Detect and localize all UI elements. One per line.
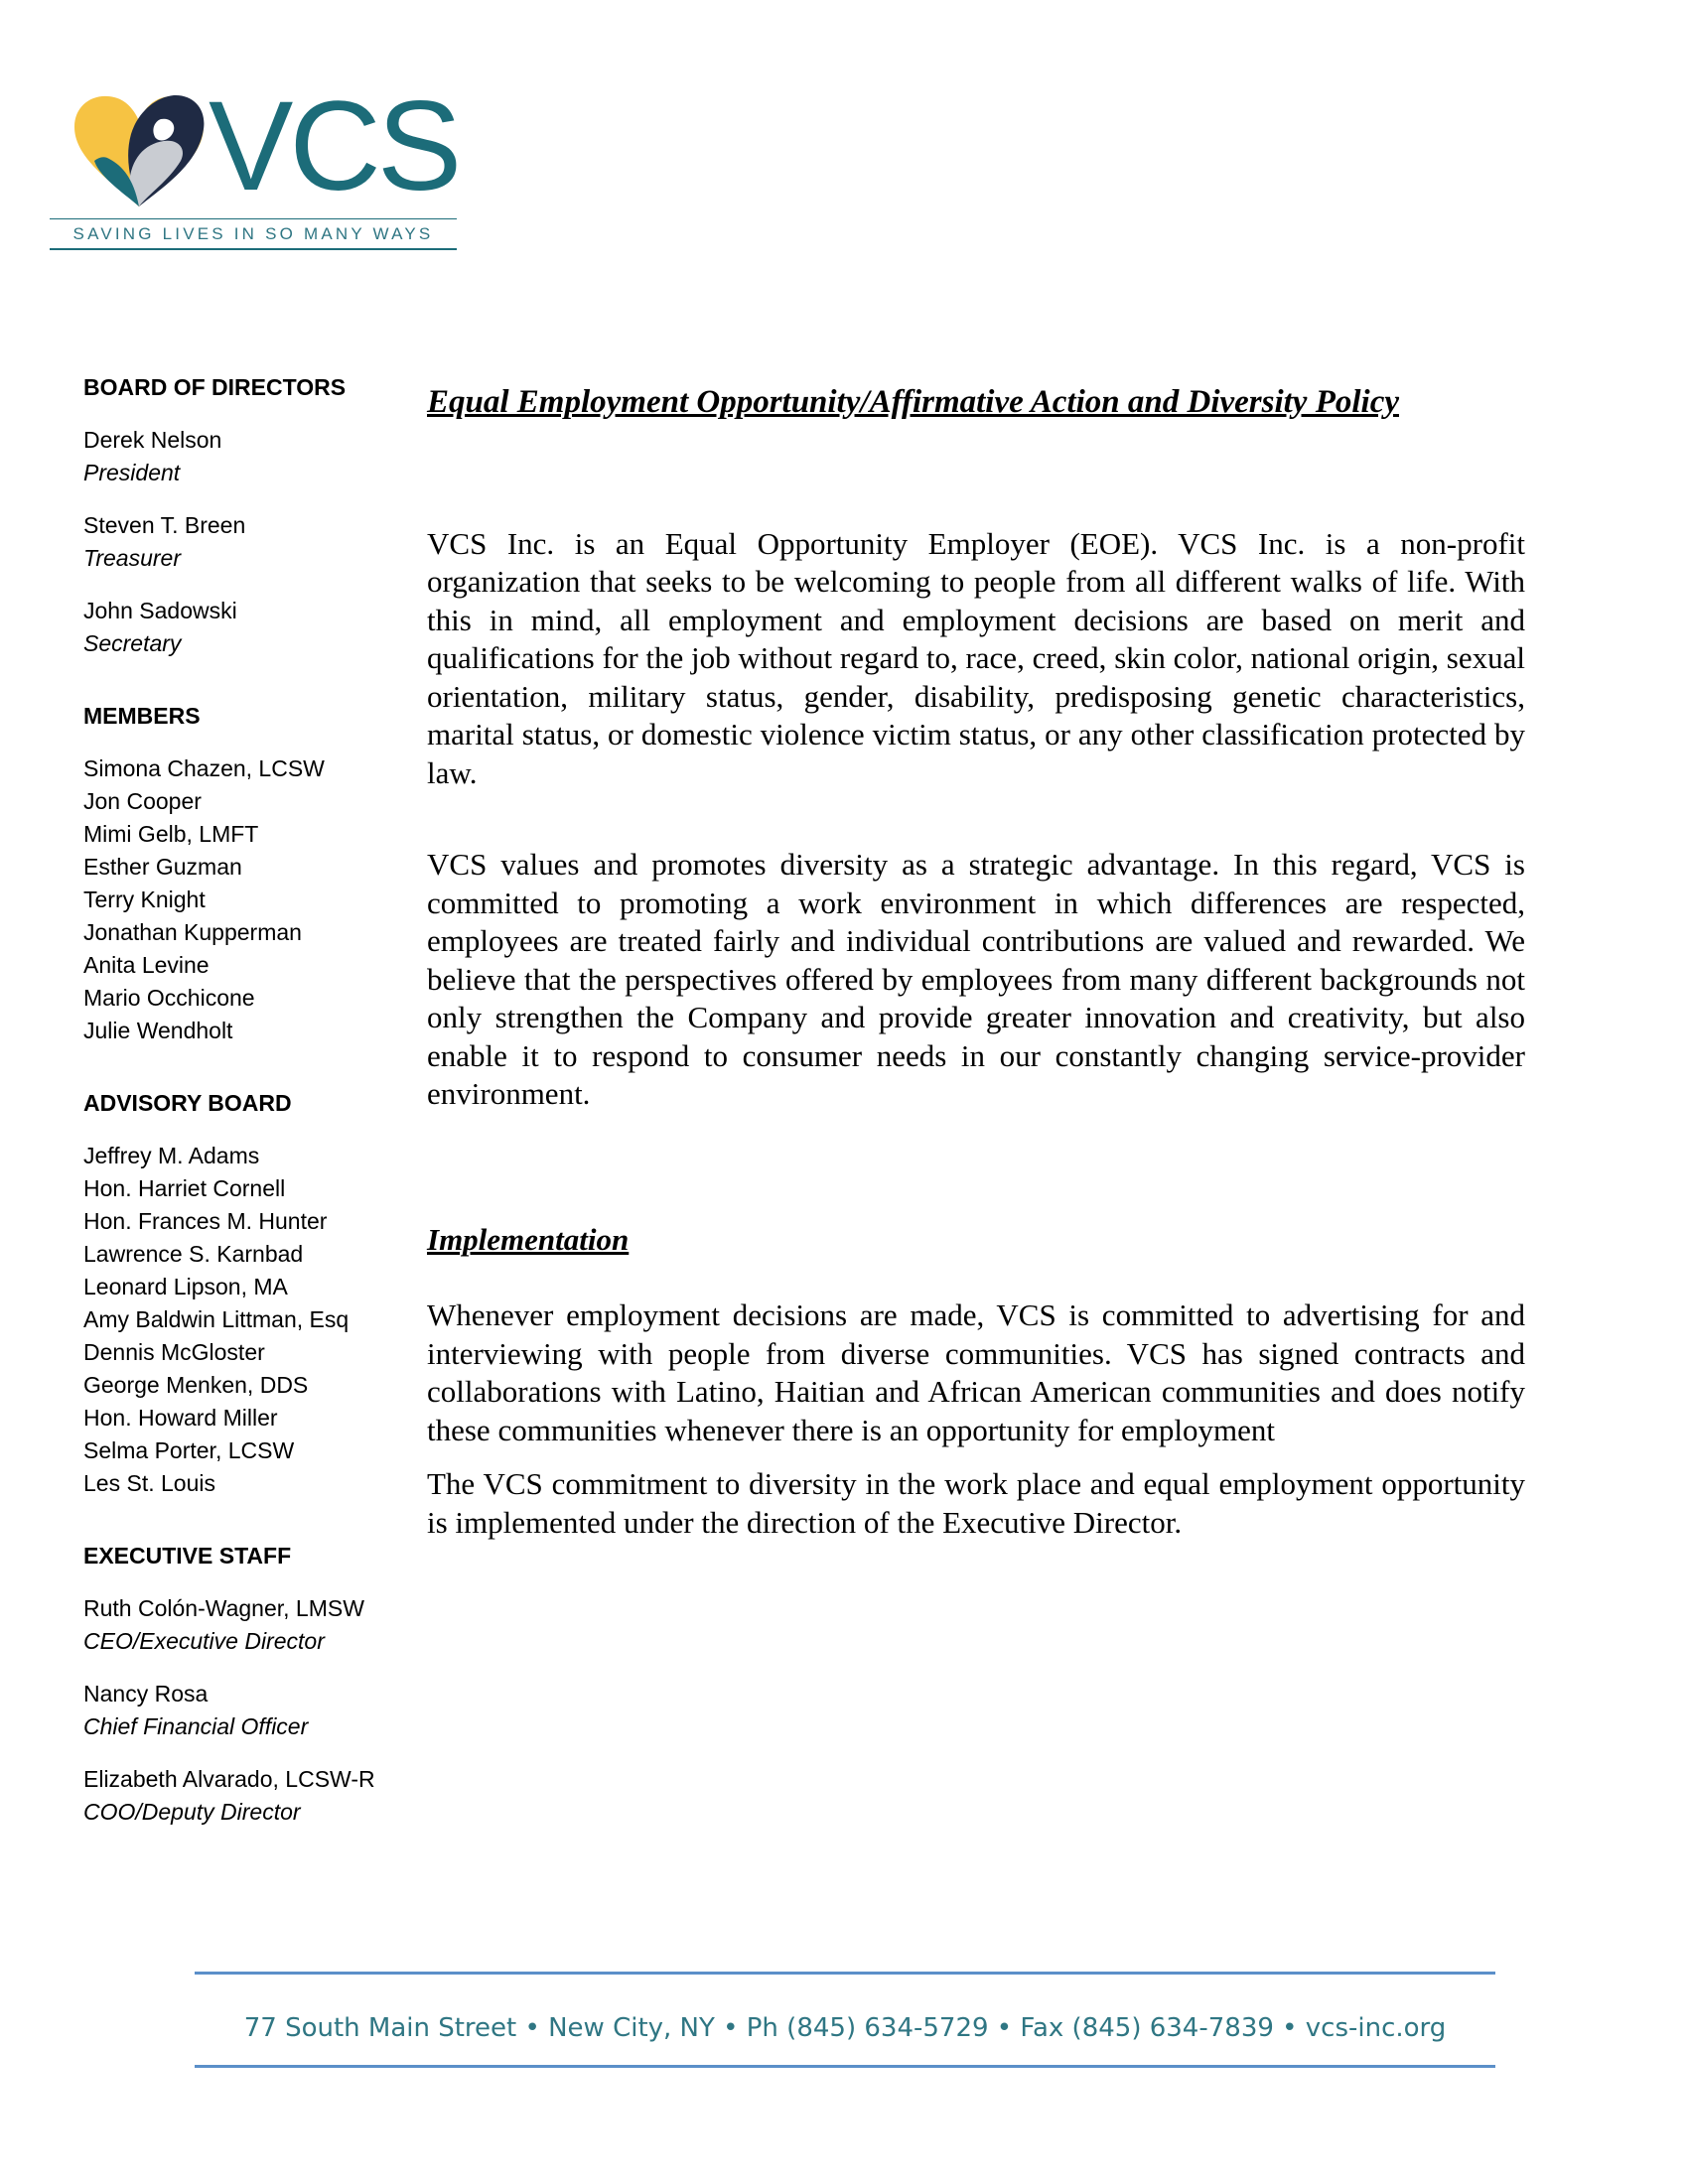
list-item: Esther Guzman (83, 854, 242, 880)
person-name: Steven T. Breen (83, 512, 246, 538)
list-item: Selma Porter, LCSW (83, 1437, 295, 1463)
list-item: Anita Levine (83, 952, 210, 978)
list-item: Lawrence S. Karnbad (83, 1241, 304, 1267)
policy-body (427, 383, 1525, 1542)
implementation-heading: Implementation (427, 1221, 630, 1257)
executive-member (83, 1678, 421, 1743)
implementation-paragraph: Whenever employment decisions are made, VCS is committed to advertising for and interviewing with people from diverse communities. VCS has signed contracts and collaborations with Latino, Haitian and African American communities and does notify these communities whenever there is an opportunity for employment (427, 1297, 1525, 1447)
list-item: George Menken, DDS (83, 1372, 309, 1398)
person-name: Derek Nelson (83, 427, 222, 453)
logo-wordmark: VCS (209, 75, 459, 217)
board-heading: BOARD OF DIRECTORS (83, 374, 347, 400)
heart-icon (70, 89, 209, 208)
list-item: Terry Knight (83, 887, 206, 912)
logo-tagline: SAVING LIVES IN SO MANY WAYS (72, 224, 434, 243)
list-item: Hon. Frances M. Hunter (83, 1208, 328, 1234)
list-item: Dennis McGloster (83, 1339, 265, 1365)
policy-paragraph: VCS values and promotes diversity as a strategic advantage. In this regard, VCS is committed to promoting a work environment in which differences are respected, employees are treated fairly and individual contributions are valued and rewarded. We believe that the perspectives offered by employees from many different backgrounds not only strengthen the Company and provide greater innovation and creativity, but also enable it to respond to consumer needs in our constantly changing service-provider environment. (427, 847, 1525, 1111)
executive-member (83, 1763, 421, 1829)
policy-paragraph: VCS Inc. is an Equal Opportunity Employer (EOE). VCS Inc. is a non-profit organization that seeks to be welcoming to people from all different walks of life. With this in mind, all employment and employment decisions are based on merit and qualifications for the job without regard to, race, creed, skin color, national origin, sexual orientation, military status, gender, disability, predisposing genetic characteristics, marital status, or domestic violence victim status, or any other classification protected by law. (427, 525, 1525, 790)
sidebar-roster (83, 371, 421, 1848)
person-name: Elizabeth Alvarado, LCSW-R (83, 1766, 375, 1792)
list-item: Amy Baldwin Littman, Esq (83, 1306, 350, 1332)
implementation-paragraph: The VCS commitment to diversity in the work place and equal employment opportunity is implemented under the direction of the Executive Director. (427, 1466, 1525, 1540)
logo-divider-top (50, 218, 457, 219)
list-item: Jeffrey M. Adams (83, 1143, 260, 1168)
person-role: CEO/Executive Director (83, 1628, 325, 1654)
person-role: President (83, 460, 181, 485)
list-item: Mario Occhicone (83, 985, 255, 1011)
board-member (83, 424, 421, 489)
advisory-heading: ADVISORY BOARD (83, 1090, 292, 1116)
list-item: Les St. Louis (83, 1470, 215, 1496)
members-list (83, 752, 421, 1047)
board-member (83, 509, 421, 575)
person-name: Nancy Rosa (83, 1681, 209, 1706)
list-item: Hon. Howard Miller (83, 1405, 278, 1431)
list-item: Simona Chazen, LCSW (83, 755, 325, 781)
page-title: Equal Employment Opportunity/Affirmative Action and Diversity Policy (427, 384, 1399, 420)
executive-member (83, 1592, 421, 1658)
person-name: Ruth Colón-Wagner, LMSW (83, 1595, 364, 1621)
person-role: COO/Deputy Director (83, 1799, 301, 1825)
person-role: Secretary (83, 630, 182, 656)
vcs-logo (50, 75, 459, 258)
executive-heading: EXECUTIVE STAFF (83, 1543, 292, 1569)
list-item: Hon. Harriet Cornell (83, 1175, 286, 1201)
list-item: Jonathan Kupperman (83, 919, 302, 945)
logo-divider-bottom (50, 248, 457, 250)
person-role: Treasurer (83, 545, 181, 571)
list-item: Jon Cooper (83, 788, 202, 814)
board-member (83, 595, 421, 660)
list-item: Mimi Gelb, LMFT (83, 821, 259, 847)
person-name: John Sadowski (83, 598, 237, 623)
footer-rule-top (195, 1972, 1495, 1975)
list-item: Julie Wendholt (83, 1018, 233, 1043)
members-heading: MEMBERS (83, 703, 201, 729)
list-item: Leonard Lipson, MA (83, 1274, 288, 1299)
footer-rule-bottom (195, 2065, 1495, 2068)
advisory-list (83, 1140, 421, 1500)
footer-address: 77 South Main Street • New City, NY • Ph (845) 634-5729 • Fax (845) 634-7839 • vcs-inc.org (243, 2013, 1447, 2043)
person-role: Chief Financial Officer (83, 1713, 309, 1739)
